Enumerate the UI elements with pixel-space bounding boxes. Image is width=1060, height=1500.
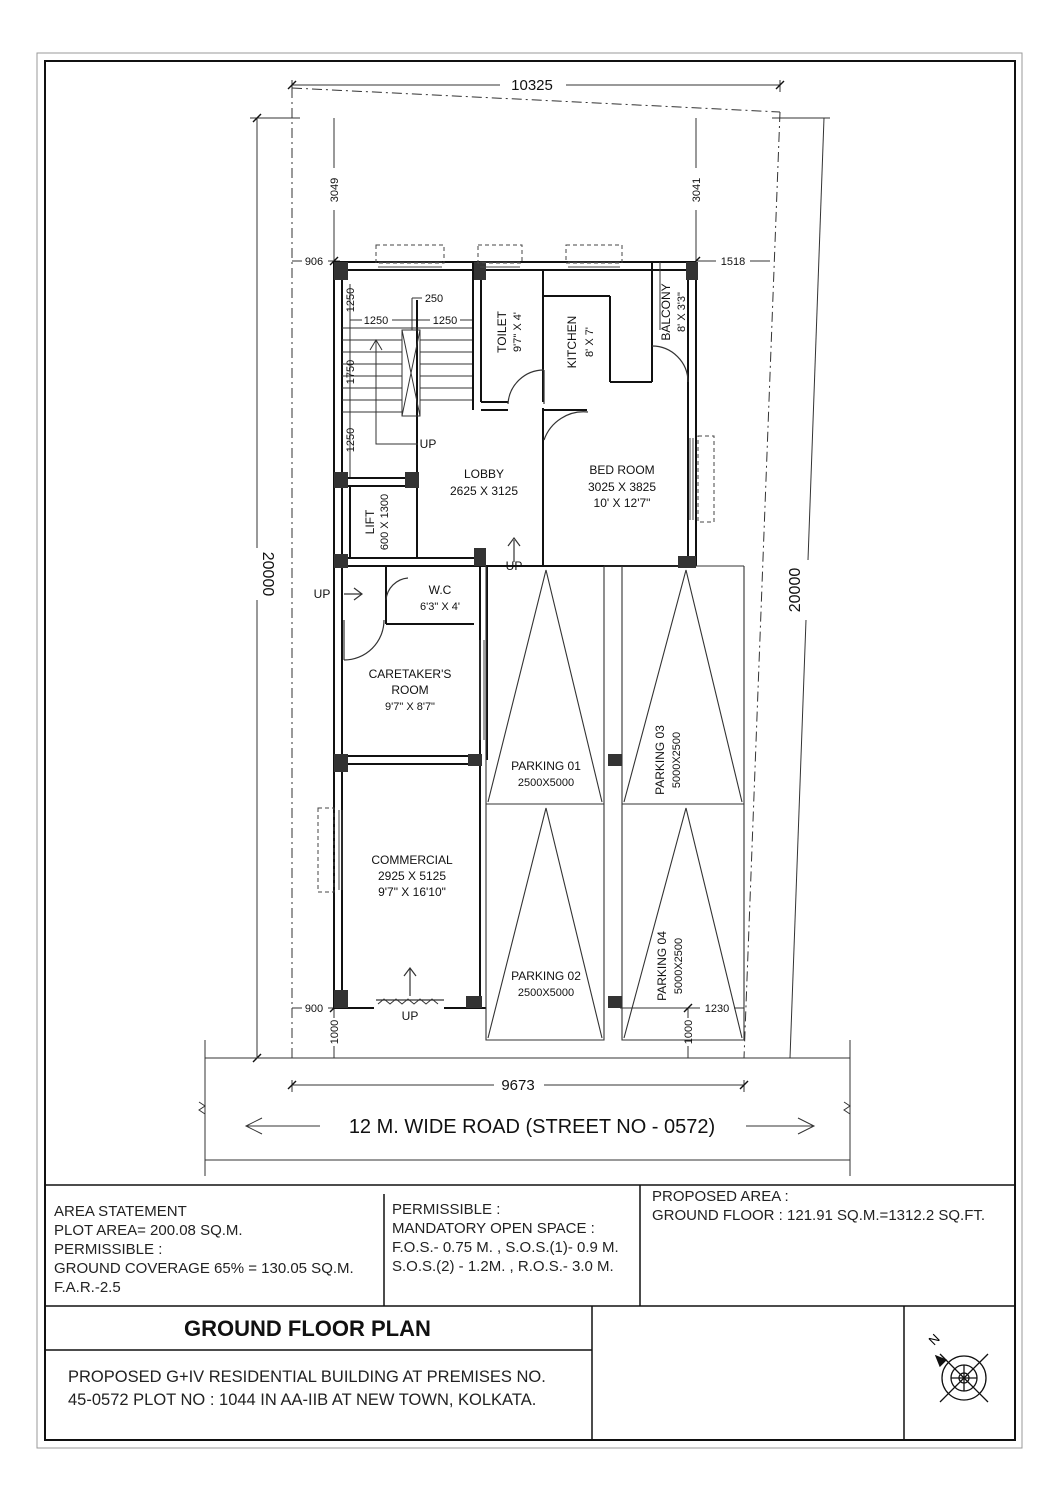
dim-side-left-top: 906 [304, 256, 324, 268]
proposed-area-line-2: GROUND FLOOR : 121.91 SQ.M.=1312.2 SQ.FT. [652, 1207, 986, 1224]
wc-up-label: UP [313, 587, 331, 601]
lift-label: LIFT [363, 509, 377, 535]
lobby-up-label: UP [505, 559, 523, 573]
north-arrow-icon [936, 1354, 988, 1402]
drawing-title: GROUND FLOOR PLAN [184, 1316, 431, 1341]
parking04-size: 5000X2500 [673, 937, 685, 995]
dim-stair-5: 1250 [345, 427, 357, 453]
dim-stair-3: 1250 [432, 315, 458, 327]
dim-stair-6: 250 [424, 293, 444, 305]
kitchen-label: KITCHEN [565, 315, 579, 369]
staircase[interactable] [342, 328, 472, 444]
parking03-label: PARKING 03 [653, 725, 667, 795]
project-line-2: 45-0572 PLOT NO : 1044 IN AA-IIB AT NEW TOWN, KOLKATA. [68, 1391, 537, 1409]
road-lines [199, 1040, 850, 1176]
area-statement-line-3: PERMISSIBLE : [54, 1241, 163, 1258]
bedroom-label: BED ROOM [589, 463, 655, 477]
balcony-size: 8' X 3'3" [676, 292, 688, 332]
open-space-line-1: PERMISSIBLE : [392, 1201, 501, 1218]
area-statement-line-4: GROUND COVERAGE 65% = 130.05 SQ.M. [54, 1260, 354, 1277]
dim-rear-right: 1000 [683, 1019, 695, 1045]
caretaker-label-2: ROOM [391, 683, 429, 697]
stair-up-label: UP [419, 437, 437, 451]
commercial-size-mm: 2925 X 5125 [377, 869, 447, 883]
dim-top-width: 10325 [511, 77, 553, 94]
caretaker-label-1: CARETAKER'S [368, 667, 452, 681]
bedroom-size-mm: 3025 X 3825 [587, 480, 657, 494]
road-label: 12 M. WIDE ROAD (STREET NO - 0572) [348, 1116, 716, 1138]
dim-left-depth: 20000 [259, 551, 276, 597]
plot-boundary [292, 88, 780, 1058]
area-statement-line-1: AREA STATEMENT [54, 1203, 187, 1220]
dim-stair-2: 1250 [363, 315, 389, 327]
project-description [68, 1366, 546, 1412]
open-space-line-2: MANDATORY OPEN SPACE : [392, 1220, 595, 1237]
open-space-line-3: F.O.S.- 0.75 M. , S.O.S.(1)- 0.9 M. [392, 1239, 619, 1256]
lift-size: 600 X 1300 [379, 493, 391, 551]
parking04-label: PARKING 04 [655, 931, 669, 1001]
area-statement-line-2: PLOT AREA= 200.08 SQ.M. [54, 1222, 243, 1239]
toilet-size: 9'7" X 4' [512, 312, 524, 352]
dim-bottom-width: 9673 [501, 1077, 535, 1094]
dimension-lines [250, 80, 830, 1092]
proposed-area [652, 1187, 985, 1225]
dim-rear-left: 1000 [329, 1019, 341, 1045]
kitchen-size: 8' X 7' [584, 327, 596, 357]
north-label: N [925, 1330, 943, 1349]
lobby-size: 2625 X 3125 [449, 484, 519, 498]
parking01-size: 2500X5000 [517, 777, 575, 789]
wc-label: W.C [428, 583, 452, 597]
parking03-size: 5000X2500 [671, 731, 683, 789]
caretaker-size: 9'7" X 8'7" [385, 701, 435, 713]
project-line-1: PROPOSED G+IV RESIDENTIAL BUILDING AT PREMISES NO. [68, 1368, 546, 1386]
bedroom-size-ft: 10' X 12'7" [593, 496, 651, 510]
dim-front-right: 3041 [691, 177, 703, 203]
toilet-label: TOILET [495, 311, 509, 353]
dim-front-left: 3049 [329, 177, 341, 203]
dim-side-right-bottom: 1230 [704, 1003, 730, 1015]
area-statement [54, 1202, 354, 1297]
parking02-label: PARKING 02 [511, 969, 581, 983]
lobby-label: LOBBY [463, 467, 505, 481]
dim-side-right-top: 1518 [720, 256, 746, 268]
commercial-size-ft: 9'7" X 16'10" [378, 885, 446, 899]
commercial-label: COMMERCIAL [371, 853, 453, 867]
proposed-area-line-1: PROPOSED AREA : [652, 1188, 789, 1205]
dim-stair-4: 1750 [345, 359, 357, 385]
dim-right-depth: 20000 [787, 567, 804, 613]
commercial-up-label: UP [401, 1009, 419, 1023]
parking02-size: 2500X5000 [517, 987, 575, 999]
wc-size: 6'3" X 4' [420, 601, 460, 613]
parking01-label: PARKING 01 [511, 759, 581, 773]
area-statement-line-5: F.A.R.-2.5 [54, 1279, 121, 1296]
balcony-label: BALCONY [659, 283, 673, 341]
dim-side-left-bottom: 900 [304, 1003, 324, 1015]
open-space-line-4: S.O.S.(2) - 1.2M. , R.O.S.- 3.0 M. [392, 1258, 614, 1275]
dimension-ticks [253, 81, 784, 1089]
dim-stair-1: 1250 [345, 287, 357, 313]
open-space-statement [392, 1200, 619, 1276]
